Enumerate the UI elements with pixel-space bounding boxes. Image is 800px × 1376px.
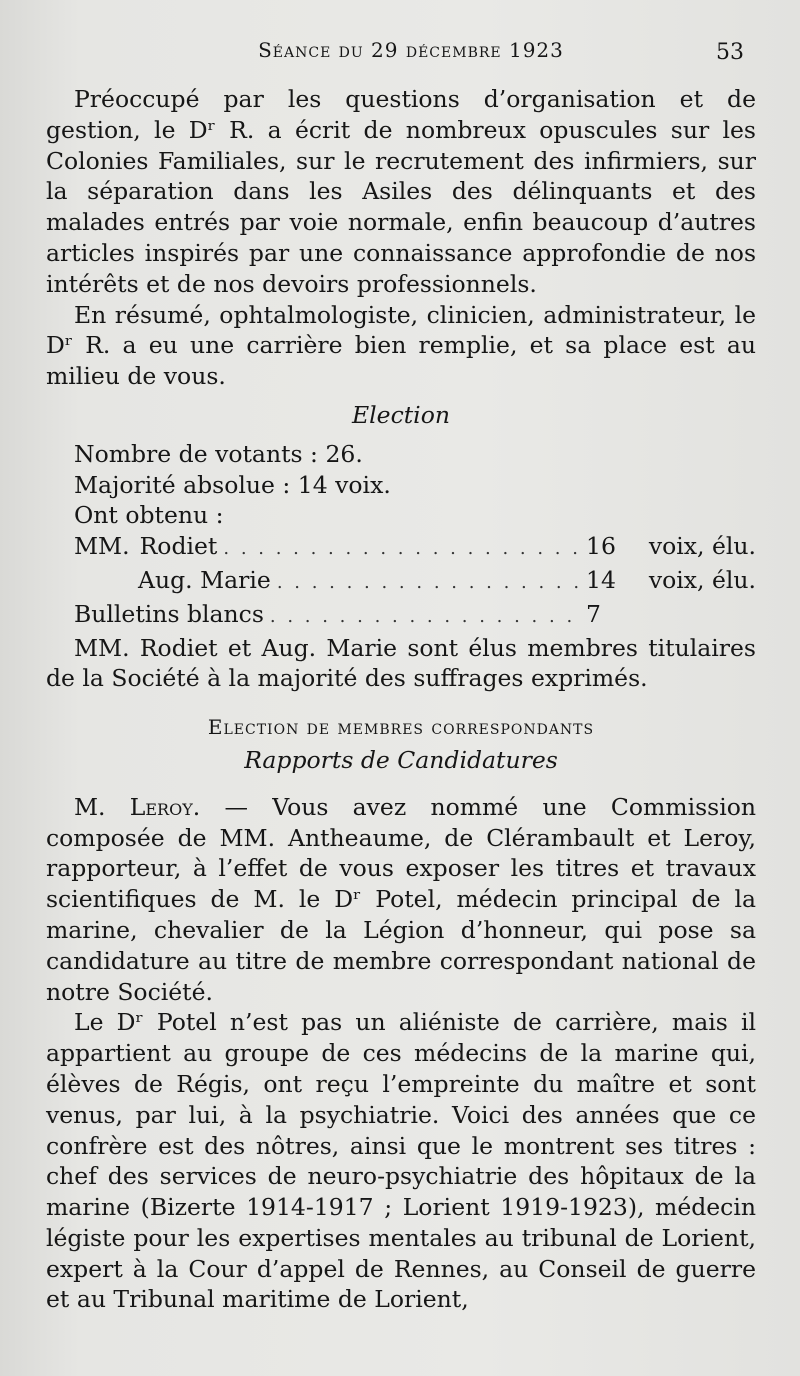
leader-dots <box>277 568 580 599</box>
result-name: Bulletins blancs <box>74 599 264 628</box>
result-prefix: MM. <box>74 532 130 561</box>
obtained-label: Ont obtenu : <box>74 501 224 530</box>
result-count: 14 <box>586 565 616 594</box>
correspondents-heading: Election de membres correspondants <box>207 715 595 740</box>
absolute-majority: Majorité absolue : 14 voix. <box>74 470 391 499</box>
result-row-rodiet <box>46 531 756 565</box>
result-count: 7 <box>586 599 601 628</box>
result-row-blank <box>46 599 756 633</box>
election-conclusion: MM. Rodiet et Aug. Marie sont élus membres titulaires de la Société à la majorité des suffrages exprimés. <box>46 633 756 693</box>
result-name: Aug. Marie <box>138 565 271 594</box>
leader-dots <box>223 534 580 565</box>
result-status: voix, élu. <box>648 565 756 594</box>
result-name: Rodiet <box>139 532 218 561</box>
leader-dots <box>270 602 580 633</box>
report-paragraph-1 <box>46 792 756 1008</box>
report-paragraph-1-body: — Vous avez nommé une Commission composée de MM. Antheaume, de Clérambault et Leroy, rapporteur, à l’effet de vous exposer les titres et travaux scientifiques de M. le Dʳ Potel, médecin principal de la marine, chevalier de la Légion d’honneur, qui pose sa candidature au titre de membre correspondant national de notre Société. <box>46 792 757 1006</box>
report-paragraph-2: Le Dʳ Potel n’est pas un aliéniste de carrière, mais il appartient au groupe de ces médecins de la marine qui, élèves de Régis, ont reçu l’empreinte du maître et sont venus, par lui, à la psychiatrie. Voici des années que ce confrère est des nôtres, ainsi que le montrent ses titres : chef des services de neuro-psychiatrie des hôpitaux de la marine (Bizerte 1914-1917 ; Lorient 1919-1923), médecin légiste pour les expertises mentales au tribunal de Lorient, expert à la Cour d’appel de Rennes, au Conseil de guerre et au Tribunal maritime de Lorient, <box>46 1008 756 1314</box>
speaker-name: M. Leroy. <box>74 792 201 821</box>
paragraph-summary: En résumé, ophtalmologiste, clinicien, administrateur, le Dʳ R. a eu une carrière bien remplie, et sa place est au milieu de vous. <box>46 300 756 391</box>
paragraph-organisation: Préoccupé par les questions d’organisation et de gestion, le Dʳ R. a écrit de nombreux opuscules sur les Colonies Familiales, sur le recrutement des infirmiers, sur la séparation dans les Asiles des délinquants et des malades entrés par voie normale, enfin beaucoup d’autres articles inspirés par une connaissance approfondie de nos intérêts et de nos devoirs professionnels. <box>46 85 756 298</box>
running-head <box>46 34 756 64</box>
candidatures-subheading: Rapports de Candidatures <box>244 745 558 774</box>
result-status: voix, élu. <box>648 532 756 561</box>
running-title: Séance du 29 décembre 1923 <box>258 38 564 62</box>
election-heading: Election <box>352 400 450 429</box>
text-column <box>46 34 756 1315</box>
voters-count: Nombre de votants : 26. <box>74 439 363 468</box>
result-row-marie <box>46 565 756 599</box>
page-number: 53 <box>716 40 744 65</box>
result-count: 16 <box>586 532 616 561</box>
